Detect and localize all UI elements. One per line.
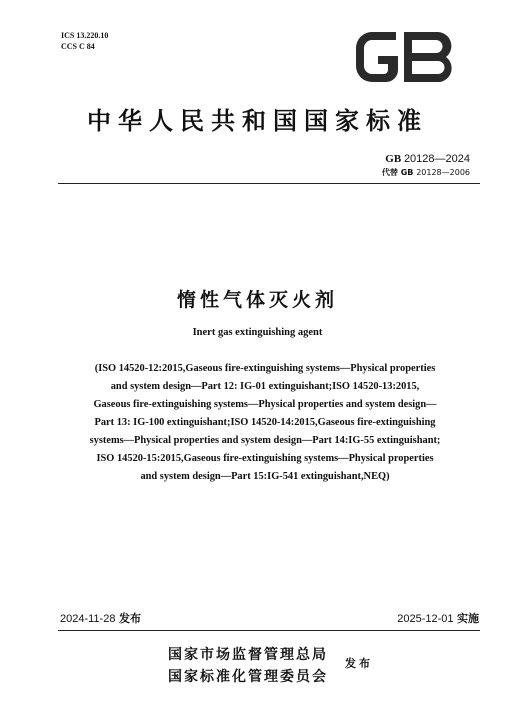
- equivalence-line: (ISO 14520-12:2015,Gaseous fire-extinguishing systems—Physical properties: [94, 363, 436, 374]
- top-divider: [58, 183, 480, 184]
- publish-date: [60, 610, 141, 626]
- title-english: Inert gas extinguishing agent: [192, 327, 323, 338]
- bottom-divider: [58, 630, 480, 631]
- issuer-samr: 国家市场监督管理总局: [168, 647, 328, 663]
- equivalence-line: and system design—Part 12: IG-01 extinguishant;ISO 14520-13:2015,: [110, 381, 420, 392]
- ccs-code: CCS C 84: [61, 42, 95, 51]
- national-standard-title: 中华人民共和国国家标准: [87, 106, 428, 135]
- replaces-prefix: GB: [400, 168, 414, 177]
- equivalence-line: Gaseous fire-extinguishing systems—Physical properties and system design—: [93, 399, 437, 410]
- equivalence-line: systems—Physical properties and system design—Part 14:IG-55 extinguishant;: [89, 435, 441, 446]
- replaces-label: 代替: [381, 168, 398, 177]
- issue-label: 发布: [345, 657, 373, 670]
- gb-logo-icon: [350, 26, 460, 88]
- equivalence-line: and system design—Part 15:IG-541 extinguishant,NEQ): [140, 471, 390, 482]
- ics-code: ICS 13.220.10: [61, 31, 109, 40]
- publish-date-value: 2024-11-28: [60, 613, 116, 625]
- equivalence-line: ISO 14520-15:2015,Gaseous fire-extinguishing systems—Physical properties: [96, 453, 434, 464]
- publish-label: 发布: [118, 612, 141, 625]
- implement-date-value: 2025-12-01: [397, 613, 454, 625]
- issuing-authorities: [168, 644, 328, 688]
- replaces-code: 20128—2006: [416, 168, 470, 177]
- title-chinese: 惰性气体灭火剂: [176, 289, 338, 311]
- equivalence-line: Part 13: IG-100 extinguishant;ISO 14520-14:2015,Gaseous fire-extinguishing: [94, 417, 436, 428]
- standard-code: 20128—2024: [403, 153, 470, 165]
- standard-number: [385, 153, 470, 165]
- international-equivalence: [50, 360, 480, 486]
- ics-ccs-codes: [61, 30, 108, 52]
- gb-logo: [350, 26, 460, 88]
- issuer-sac: 国家标准化管理委员会: [168, 669, 328, 685]
- implement-date: [397, 610, 479, 626]
- implement-label: 实施: [457, 612, 479, 625]
- standard-prefix: GB: [385, 153, 402, 165]
- replaces-standard: [382, 167, 470, 178]
